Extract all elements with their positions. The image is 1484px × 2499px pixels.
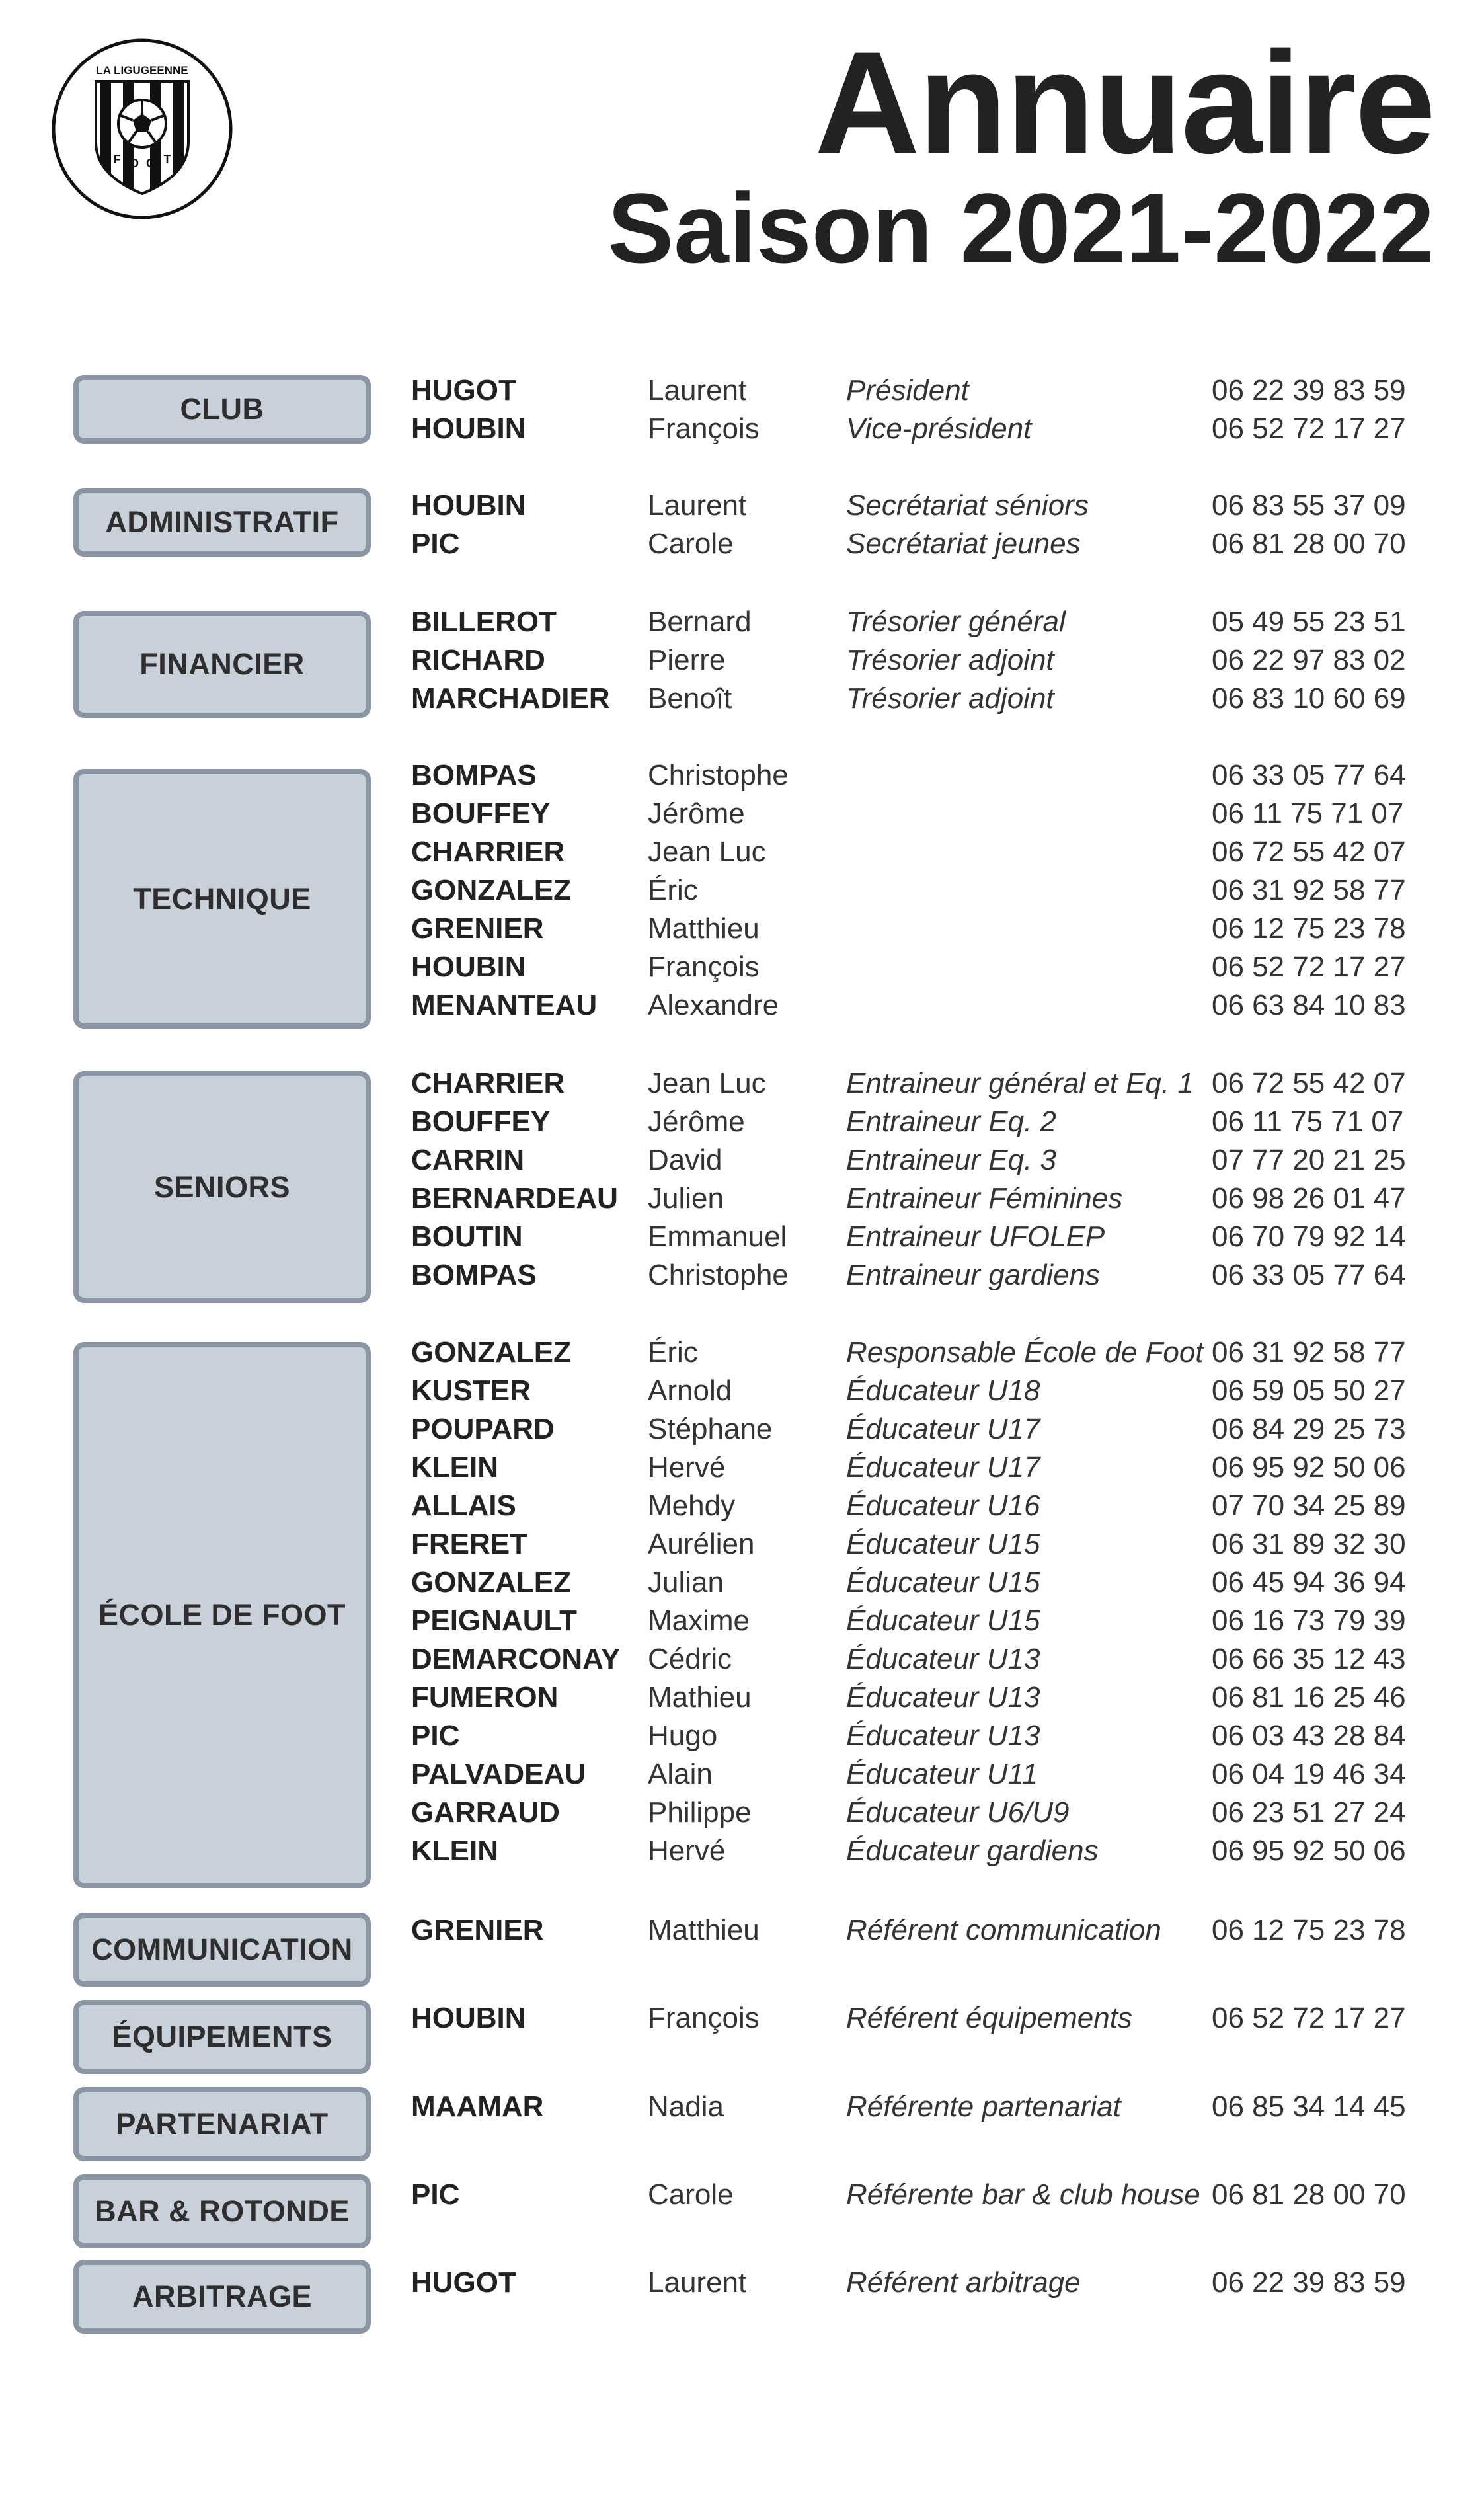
member-first-name: Hervé — [648, 1451, 726, 1484]
member-last-name: HUGOT — [411, 374, 516, 407]
member-phone: 06 04 19 46 34 — [1212, 1758, 1406, 1790]
member-row — [0, 1218, 1484, 1256]
member-phone: 06 70 79 92 14 — [1212, 1220, 1406, 1253]
member-row — [0, 372, 1484, 410]
member-first-name: Alain — [648, 1758, 713, 1790]
member-role: Éducateur gardiens — [846, 1835, 1099, 1867]
member-row — [0, 795, 1484, 833]
member-role: Trésorier adjoint — [846, 644, 1054, 676]
logo-letter-2: O — [129, 157, 139, 170]
member-row — [0, 871, 1484, 910]
member-last-name: BILLEROT — [411, 606, 557, 638]
member-last-name: GRENIER — [411, 1914, 544, 1946]
member-row — [0, 1372, 1484, 1410]
member-phone: 06 81 28 00 70 — [1212, 2178, 1406, 2211]
member-row — [0, 1256, 1484, 1294]
member-phone: 06 31 92 58 77 — [1212, 874, 1406, 906]
member-row — [0, 1141, 1484, 1179]
member-phone: 06 12 75 23 78 — [1212, 912, 1406, 945]
member-row — [0, 603, 1484, 641]
member-phone: 06 59 05 50 27 — [1212, 1374, 1406, 1407]
member-last-name: PEIGNAULT — [411, 1605, 577, 1637]
member-row — [0, 525, 1484, 563]
member-first-name: Julien — [648, 1182, 724, 1214]
member-first-name: Stéphane — [648, 1413, 773, 1445]
member-row — [0, 410, 1484, 448]
member-role: Président — [846, 374, 969, 407]
member-row — [0, 1525, 1484, 1564]
member-role: Entraineur UFOLEP — [846, 1220, 1105, 1253]
member-first-name: Nadia — [648, 2090, 724, 2123]
member-first-name: Éric — [648, 1336, 698, 1368]
member-first-name: Cédric — [648, 1643, 732, 1675]
member-row — [0, 1179, 1484, 1218]
member-role: Trésorier général — [846, 606, 1066, 638]
member-last-name: BOMPAS — [411, 1259, 537, 1291]
member-role: Référent communication — [846, 1914, 1161, 1946]
member-last-name: MENANTEAU — [411, 989, 598, 1021]
member-first-name: Julian — [648, 1566, 724, 1599]
member-phone: 06 31 92 58 77 — [1212, 1336, 1406, 1368]
member-first-name: Laurent — [648, 489, 747, 522]
member-last-name: BERNARDEAU — [411, 1182, 618, 1214]
member-first-name: Aurélien — [648, 1528, 755, 1560]
member-first-name: Christophe — [648, 759, 789, 791]
member-first-name: Hugo — [648, 1720, 718, 1752]
member-role: Référent équipements — [846, 2002, 1132, 2034]
member-last-name: PALVADEAU — [411, 1758, 586, 1790]
member-role: Éducateur U17 — [846, 1451, 1040, 1484]
member-last-name: HUGOT — [411, 2266, 516, 2299]
member-last-name: PIC — [411, 2178, 460, 2211]
member-row — [0, 756, 1484, 795]
member-last-name: KLEIN — [411, 1835, 498, 1867]
member-last-name: MAAMAR — [411, 2090, 544, 2123]
member-phone: 06 95 92 50 06 — [1212, 1835, 1406, 1867]
member-role: Référent arbitrage — [846, 2266, 1081, 2299]
member-row — [0, 487, 1484, 525]
section-label-technique: TECHNIQUE — [73, 769, 371, 1029]
member-row — [0, 833, 1484, 871]
member-role: Entraineur Eq. 3 — [846, 1144, 1056, 1176]
member-role: Référente partenariat — [846, 2090, 1121, 2123]
member-row — [0, 910, 1484, 948]
member-phone: 06 72 55 42 07 — [1212, 1067, 1406, 1099]
member-last-name: PIC — [411, 528, 460, 560]
member-first-name: Jean Luc — [648, 1067, 766, 1099]
member-phone: 06 22 39 83 59 — [1212, 374, 1406, 407]
member-last-name: GARRAUD — [411, 1796, 560, 1829]
member-role: Entraineur Féminines — [846, 1182, 1123, 1214]
member-first-name: Emmanuel — [648, 1220, 787, 1253]
member-role: Éducateur U16 — [846, 1489, 1040, 1522]
member-row — [0, 1064, 1484, 1103]
page-title: Annuaire — [814, 21, 1434, 184]
member-row — [0, 1564, 1484, 1602]
section-label-bar-rotonde: BAR & ROTONDE — [73, 2174, 371, 2248]
member-first-name: Christophe — [648, 1259, 789, 1291]
member-first-name: François — [648, 413, 760, 445]
member-role: Éducateur U18 — [846, 1374, 1040, 1407]
member-last-name: HOUBIN — [411, 951, 526, 983]
member-role: Référente bar & club house — [846, 2178, 1200, 2211]
member-first-name: Jérôme — [648, 797, 745, 830]
member-first-name: Laurent — [648, 2266, 747, 2299]
section-label-seniors: SENIORS — [73, 1071, 371, 1303]
member-row — [0, 1832, 1484, 1870]
member-row — [0, 986, 1484, 1025]
member-phone: 06 81 28 00 70 — [1212, 528, 1406, 560]
member-row — [0, 1448, 1484, 1487]
member-phone: 06 52 72 17 27 — [1212, 951, 1406, 983]
member-first-name: Éric — [648, 874, 698, 906]
member-role: Éducateur U15 — [846, 1566, 1040, 1599]
member-role: Trésorier adjoint — [846, 682, 1054, 715]
member-last-name: KUSTER — [411, 1374, 531, 1407]
member-phone: 06 85 34 14 45 — [1212, 2090, 1406, 2123]
member-last-name: FUMERON — [411, 1681, 559, 1714]
member-last-name: HOUBIN — [411, 2002, 526, 2034]
member-phone: 06 33 05 77 64 — [1212, 1259, 1406, 1291]
member-last-name: BOMPAS — [411, 759, 537, 791]
member-first-name: David — [648, 1144, 722, 1176]
section-label-equipements: ÉQUIPEMENTS — [73, 2000, 371, 2074]
member-row — [0, 1640, 1484, 1679]
member-first-name: Alexandre — [648, 989, 779, 1021]
member-last-name: GONZALEZ — [411, 1566, 571, 1599]
member-row — [0, 1911, 1484, 1950]
member-last-name: BOUFFEY — [411, 1105, 551, 1138]
member-role: Éducateur U17 — [846, 1413, 1040, 1445]
member-phone: 06 31 89 32 30 — [1212, 1528, 1406, 1560]
member-row — [0, 1755, 1484, 1794]
member-first-name: Laurent — [648, 374, 747, 407]
member-phone: 06 11 75 71 07 — [1212, 1105, 1404, 1138]
page-subtitle: Saison 2021-2022 — [607, 173, 1434, 284]
logo-letter-4: T — [163, 153, 171, 166]
member-first-name: Arnold — [648, 1374, 732, 1407]
member-role: Éducateur U15 — [846, 1528, 1040, 1560]
member-last-name: BOUTIN — [411, 1220, 523, 1253]
member-first-name: Pierre — [648, 644, 726, 676]
member-first-name: Philippe — [648, 1796, 752, 1829]
member-row — [0, 1410, 1484, 1448]
member-first-name: Jérôme — [648, 1105, 745, 1138]
member-first-name: Maxime — [648, 1605, 750, 1637]
member-role: Éducateur U13 — [846, 1720, 1040, 1752]
member-first-name: Bernard — [648, 606, 752, 638]
member-row — [0, 2176, 1484, 2214]
member-last-name: HOUBIN — [411, 413, 526, 445]
member-last-name: BOUFFEY — [411, 797, 551, 830]
member-last-name: FRERET — [411, 1528, 527, 1560]
member-last-name: GONZALEZ — [411, 874, 571, 906]
section-label-partenariat: PARTENARIAT — [73, 2087, 371, 2161]
member-last-name: PIC — [411, 1720, 460, 1752]
member-last-name: GRENIER — [411, 912, 544, 945]
section-label-administratif: ADMINISTRATIF — [73, 488, 371, 557]
member-phone: 06 95 92 50 06 — [1212, 1451, 1406, 1484]
member-row — [0, 1333, 1484, 1372]
member-row — [0, 1999, 1484, 2038]
member-last-name: CARRIN — [411, 1144, 525, 1176]
section-label-financier: FINANCIER — [73, 611, 371, 718]
member-row — [0, 680, 1484, 718]
member-phone: 06 22 97 83 02 — [1212, 644, 1406, 676]
member-role: Éducateur U13 — [846, 1643, 1040, 1675]
section-label-club: CLUB — [73, 375, 371, 444]
member-phone: 07 77 20 21 25 — [1212, 1144, 1406, 1176]
member-first-name: Carole — [648, 528, 734, 560]
member-phone: 06 22 39 83 59 — [1212, 2266, 1406, 2299]
member-phone: 06 11 75 71 07 — [1212, 797, 1404, 830]
member-role: Entraineur général et Eq. 1 — [846, 1067, 1194, 1099]
logo-letter-3: O — [145, 157, 156, 170]
member-phone: 06 52 72 17 27 — [1212, 413, 1406, 445]
member-phone: 06 66 35 12 43 — [1212, 1643, 1406, 1675]
member-phone: 06 63 84 10 83 — [1212, 989, 1406, 1021]
member-row — [0, 641, 1484, 680]
member-first-name: Matthieu — [648, 1914, 760, 1946]
member-phone: 06 72 55 42 07 — [1212, 836, 1406, 868]
member-first-name: Benoît — [648, 682, 732, 715]
member-phone: 06 84 29 25 73 — [1212, 1413, 1406, 1445]
member-phone: 06 03 43 28 84 — [1212, 1720, 1406, 1752]
member-phone: 06 52 72 17 27 — [1212, 2002, 1406, 2034]
member-last-name: GONZALEZ — [411, 1336, 571, 1368]
member-first-name: Hervé — [648, 1835, 726, 1867]
logo-letter-1: F — [113, 153, 121, 166]
member-role: Secrétariat séniors — [846, 489, 1089, 522]
member-first-name: Mehdy — [648, 1489, 736, 1522]
member-role: Éducateur U6/U9 — [846, 1796, 1070, 1829]
section-label-ecole-de-foot: ÉCOLE DE FOOT — [73, 1342, 371, 1888]
member-row — [0, 2264, 1484, 2302]
member-row — [0, 1794, 1484, 1832]
member-phone: 06 33 05 77 64 — [1212, 759, 1406, 791]
member-last-name: ALLAIS — [411, 1489, 516, 1522]
member-row — [0, 948, 1484, 986]
member-phone: 06 12 75 23 78 — [1212, 1914, 1406, 1946]
member-phone: 07 70 34 25 89 — [1212, 1489, 1406, 1522]
member-role: Éducateur U13 — [846, 1681, 1040, 1714]
member-row — [0, 1679, 1484, 1717]
member-first-name: François — [648, 2002, 760, 2034]
member-last-name: RICHARD — [411, 644, 545, 676]
member-last-name: HOUBIN — [411, 489, 526, 522]
member-phone: 06 23 51 27 24 — [1212, 1796, 1406, 1829]
member-phone: 06 81 16 25 46 — [1212, 1681, 1406, 1714]
member-last-name: MARCHADIER — [411, 682, 610, 715]
member-row — [0, 1103, 1484, 1141]
section-label-arbitrage: ARBITRAGE — [73, 2260, 371, 2334]
member-role: Éducateur U15 — [846, 1605, 1040, 1637]
member-role: Responsable École de Foot — [846, 1336, 1204, 1368]
member-last-name: CHARRIER — [411, 1067, 565, 1099]
member-first-name: Mathieu — [648, 1681, 752, 1714]
member-last-name: KLEIN — [411, 1451, 498, 1484]
member-last-name: POUPARD — [411, 1413, 555, 1445]
member-last-name: CHARRIER — [411, 836, 565, 868]
member-first-name: Jean Luc — [648, 836, 766, 868]
logo-text: LA LIGUGEENNE — [96, 64, 188, 77]
member-role: Éducateur U11 — [846, 1758, 1038, 1790]
member-last-name: DEMARCONAY — [411, 1643, 621, 1675]
member-first-name: François — [648, 951, 760, 983]
member-row — [0, 1717, 1484, 1755]
member-phone: 06 83 10 60 69 — [1212, 682, 1406, 715]
member-role: Vice-président — [846, 413, 1032, 445]
member-row — [0, 2088, 1484, 2126]
member-phone: 06 83 55 37 09 — [1212, 489, 1406, 522]
member-phone: 05 49 55 23 51 — [1212, 606, 1406, 638]
member-row — [0, 1487, 1484, 1525]
member-phone: 06 98 26 01 47 — [1212, 1182, 1406, 1214]
member-first-name: Matthieu — [648, 912, 760, 945]
section-label-communication: COMMUNICATION — [73, 1913, 371, 1987]
member-row — [0, 1602, 1484, 1640]
member-first-name: Carole — [648, 2178, 734, 2211]
member-role: Entraineur Eq. 2 — [846, 1105, 1056, 1138]
member-phone: 06 45 94 36 94 — [1212, 1566, 1406, 1599]
member-role: Secrétariat jeunes — [846, 528, 1081, 560]
member-phone: 06 16 73 79 39 — [1212, 1605, 1406, 1637]
member-role: Entraineur gardiens — [846, 1259, 1101, 1291]
